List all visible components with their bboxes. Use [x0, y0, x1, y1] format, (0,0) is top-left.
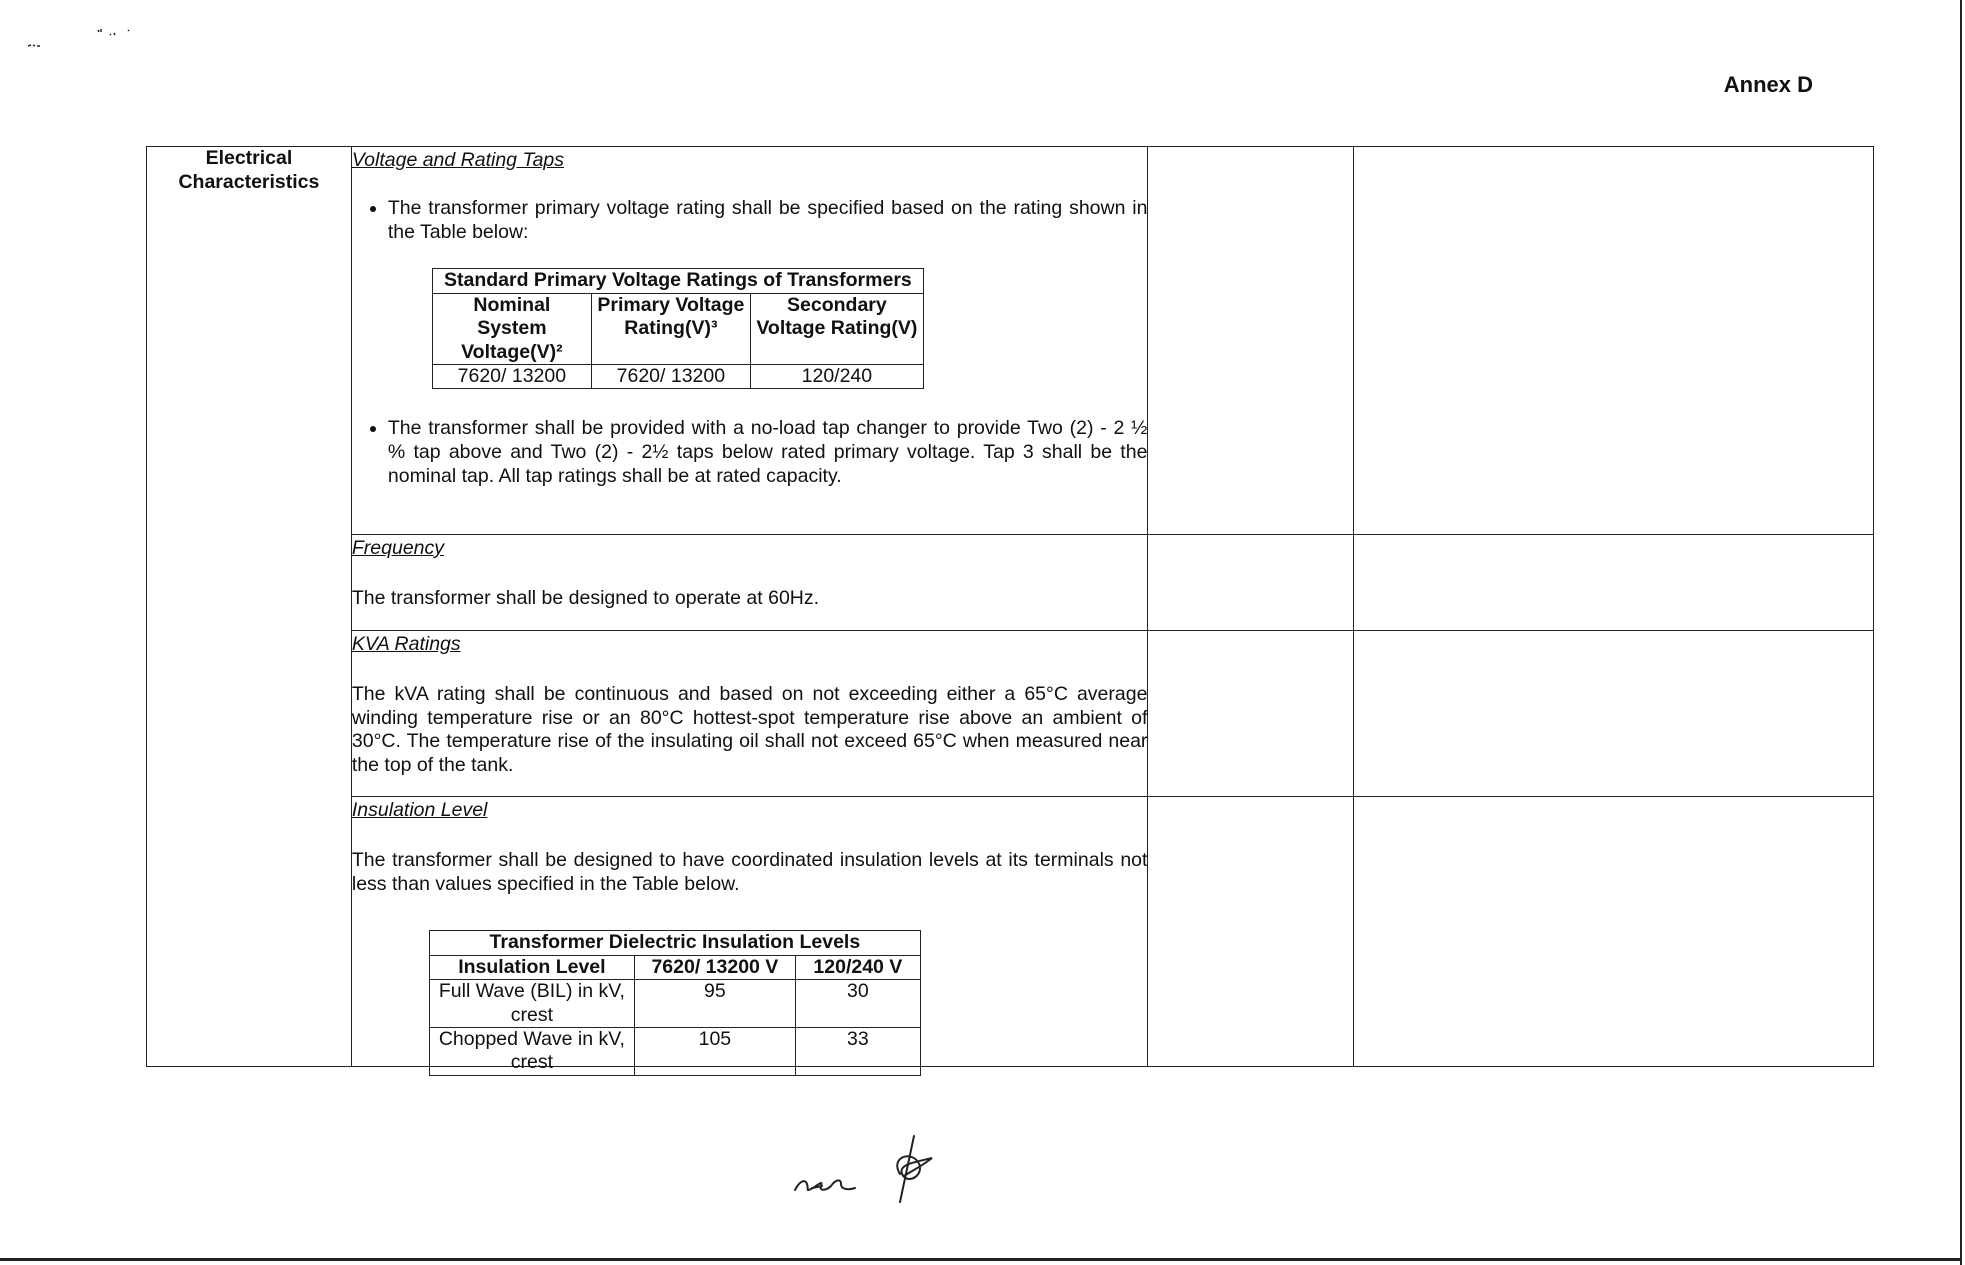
- kva-section-title: KVA Ratings: [351, 633, 461, 655]
- table-cell: 7620/ 13200: [432, 364, 591, 388]
- primary-voltage-table-title: Standard Primary Voltage Ratings of Transformers: [432, 269, 923, 293]
- blank-cell: [1354, 631, 1874, 797]
- column-header: 7620/ 13200 V: [634, 955, 795, 979]
- voltage-bullet-2: • The transformer shall be provided with a no-load tap changer to provide Two (2) - 2 ½ % tap above and Two (2) - 2½ taps below rated primary voltage. Tap 3 shall be the nominal tap. All tap ratings shall be at rated capacity.: [388, 417, 1148, 488]
- voltage-section-title: Voltage and Rating Taps: [351, 149, 565, 171]
- insulation-section: [351, 797, 1148, 1074]
- primary-voltage-table: [432, 268, 924, 389]
- page-edge-right: [1960, 0, 1962, 1265]
- table-cell: Chopped Wave in kV, crest: [429, 1027, 634, 1075]
- scan-specks: [28, 24, 168, 54]
- dielectric-insulation-table: [429, 930, 921, 1075]
- table-cell: 105: [634, 1027, 795, 1075]
- voltage-bullets: [352, 197, 1148, 245]
- table-cell: 95: [634, 980, 795, 1028]
- frequency-section: [351, 535, 1148, 631]
- category-cell: [147, 147, 352, 1067]
- column-header: Insulation Level: [429, 955, 634, 979]
- insulation-section-title: Insulation Level: [351, 799, 488, 821]
- blank-cell: [1148, 535, 1354, 631]
- table-cell: 33: [795, 1027, 920, 1075]
- table-cell: 7620/ 13200: [591, 364, 750, 388]
- blank-cell: [1148, 631, 1354, 797]
- specification-table: [146, 146, 1874, 1074]
- annex-label: Annex D: [1723, 72, 1813, 97]
- kva-text: The kVA rating shall be continuous and based on not exceeding either a 65°C average winding temperature rise or an 80°C hottest-spot temperature rise above an ambient of 30°C. The temperature rise of the insulating oil shall not exceed 65°C when measured near the top of the tank.: [351, 682, 1148, 777]
- blank-cell: [1354, 797, 1874, 1067]
- kva-section: [351, 631, 1148, 797]
- blank-cell: [1148, 797, 1354, 1067]
- table-cell: Full Wave (BIL) in kV, crest: [429, 980, 634, 1028]
- category-label: Electrical Characteristics: [178, 147, 320, 193]
- handwritten-signature: [790, 1128, 990, 1208]
- frequency-text: The transformer shall be designed to operate at 60Hz.: [351, 586, 820, 609]
- page-edge-bottom: [0, 1258, 1962, 1261]
- column-header: Secondary Voltage Rating(V): [750, 293, 923, 364]
- frequency-section-title: Frequency: [351, 537, 445, 559]
- voltage-bullets-2: [352, 417, 1148, 488]
- blank-cell: [1354, 147, 1874, 535]
- column-header: Primary Voltage Rating(V)³: [591, 293, 750, 364]
- column-header: 120/240 V: [795, 955, 920, 979]
- column-header: Nominal System Voltage(V)²: [432, 293, 591, 364]
- blank-cell: [1148, 147, 1354, 535]
- insulation-text: The transformer shall be designed to have coordinated insulation levels at its terminals not less than values specified in the Table below.: [351, 848, 1148, 895]
- voltage-bullet-1: • The transformer primary voltage rating shall be specified based on the rating shown in the Table below:: [388, 197, 1148, 245]
- voltage-section: [351, 147, 1148, 535]
- dielectric-table-title: Transformer Dielectric Insulation Levels: [429, 931, 920, 955]
- table-cell: 120/240: [750, 364, 923, 388]
- blank-cell: [1354, 535, 1874, 631]
- table-cell: 30: [795, 980, 920, 1028]
